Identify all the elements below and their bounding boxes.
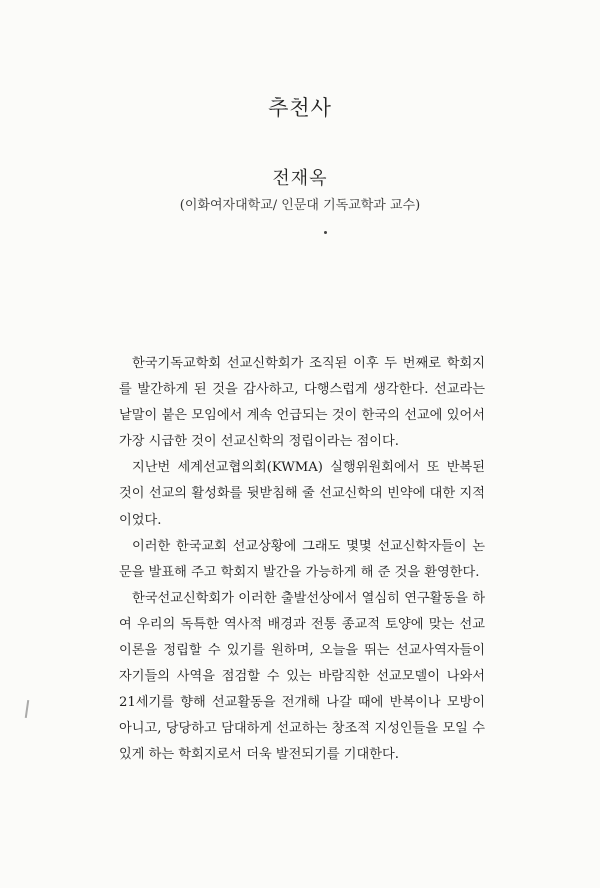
margin-pencil-mark — [25, 700, 29, 718]
ink-dot — [324, 231, 327, 234]
author-name: 전재옥 — [272, 168, 328, 189]
paragraph: 한국기독교학회 선교신학회가 조직된 이후 두 번째로 학회지를 발간하게 된 것을 감사하고, 다행스럽게 생각한다. 선교라는 낱말이 붙은 모임에서 계속 언급되는 것이 한국의 선교에 있어서 가장 시급한 것이 선교신학의 정립이라는 점이다. — [119, 356, 485, 450]
paragraph: 지난번 세계선교협의회(KWMA) 실행위원회에서 또 반복된 것이 선교의 활성화를 뒷받침해 줄 선교신학의 빈약에 대한 지적이었다. — [119, 460, 485, 528]
body-text — [119, 351, 485, 769]
paragraph: 이러한 한국교회 선교상황에 그래도 몇몇 선교신학자들이 논문을 발표해 주고 학회지 발간을 가능하게 해 준 것을 환영한다. — [119, 538, 485, 580]
author-affiliation: (이화여자대학교/ 인문대 기독교학과 교수) — [179, 198, 421, 213]
paragraph: 한국선교신학회가 이러한 출발선상에서 열심히 연구활동을 하여 우리의 독특한 역사적 배경과 전통 종교적 토양에 맞는 선교이론을 정립할 수 있기를 원하며, 오늘을 뛰는 선교사역자들이 자기들의 사역을 점검할 수 있는 바람직한 선교모델이 나와서 21세기를 향해 선교활동을 전개해 나갈 때에 반복이나 모방이 아니고, 당당하고 담대하게 선교하는 창조적 지성인들을 모일 수 있게 하는 학회지로서 더욱 발전되기를 기대한다. — [119, 590, 485, 763]
page-title: 추천사 — [268, 96, 332, 120]
